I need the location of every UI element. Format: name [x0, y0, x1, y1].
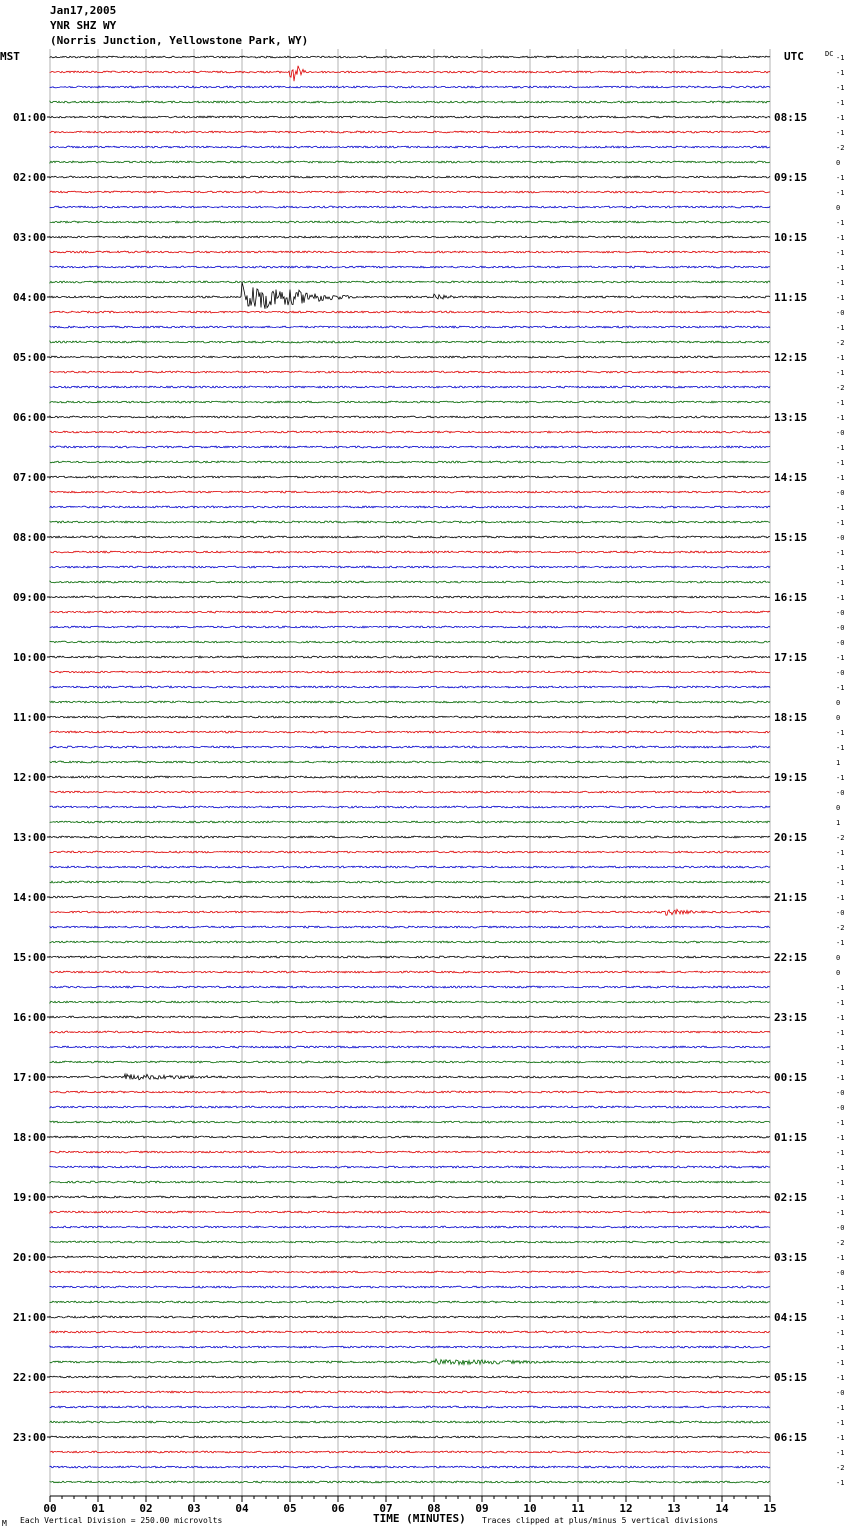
mst-hour-label: 14:00 — [13, 891, 47, 904]
dc-offset: -1 — [836, 744, 845, 752]
mst-hour-label: 09:00 — [13, 591, 47, 604]
trace-75 — [50, 1181, 770, 1183]
dc-offset: -1 — [836, 1014, 845, 1022]
dc-offset: -1 — [836, 1044, 845, 1052]
dc-offset: -0 — [836, 789, 845, 797]
dc-offset: -1 — [836, 129, 845, 137]
dc-offset: -2 — [836, 339, 845, 347]
dc-offset: -1 — [836, 519, 845, 527]
trace-65 — [50, 1031, 770, 1033]
utc-hour-label: 17:15 — [774, 651, 808, 664]
utc-hour-label: 00:15 — [774, 1071, 808, 1084]
dc-offset: -1 — [836, 1029, 845, 1037]
mst-hour-labels — [13, 111, 50, 1444]
dc-offset: -1 — [836, 174, 845, 182]
dc-offset: -1 — [836, 1344, 845, 1352]
dc-offset: -1 — [836, 684, 845, 692]
trace-30 — [50, 506, 770, 508]
trace-66 — [50, 1046, 770, 1048]
trace-64 — [50, 1016, 770, 1018]
trace-47 — [50, 761, 770, 763]
mst-hour-label: 10:00 — [13, 651, 47, 664]
dc-offset: -0 — [836, 669, 845, 677]
trace-89 — [50, 1391, 770, 1393]
trace-21 — [50, 371, 770, 373]
trace-1 — [50, 66, 770, 81]
dc-offset: -0 — [836, 534, 845, 542]
trace-58 — [50, 926, 770, 928]
trace-81 — [50, 1271, 770, 1273]
dc-offset: -1 — [836, 1299, 845, 1307]
trace-34 — [50, 566, 770, 568]
mst-hour-label: 13:00 — [13, 831, 47, 844]
dc-offset: -1 — [836, 1374, 845, 1382]
trace-52 — [50, 836, 770, 838]
utc-hour-label: 16:15 — [774, 591, 808, 604]
trace-8 — [50, 176, 770, 178]
trace-19 — [50, 341, 770, 343]
trace-49 — [50, 791, 770, 793]
trace-86 — [50, 1346, 770, 1348]
utc-hour-label: 04:15 — [774, 1311, 808, 1324]
mst-hour-label: 17:00 — [13, 1071, 47, 1084]
trace-93 — [50, 1451, 770, 1453]
trace-16 — [50, 282, 770, 309]
trace-26 — [50, 446, 770, 448]
dc-offset: -1 — [836, 579, 845, 587]
dc-offset: -1 — [836, 414, 845, 422]
mst-hour-label: 05:00 — [13, 351, 47, 364]
seismogram-traces — [50, 56, 770, 1483]
dc-offset: -1 — [836, 114, 845, 122]
dc-offset: 1 — [836, 819, 841, 827]
dc-offset: -1 — [836, 84, 845, 92]
trace-25 — [50, 431, 770, 433]
header-location: (Norris Junction, Yellowstone Park, WY) — [50, 34, 309, 47]
dc-offset: -1 — [836, 879, 845, 887]
utc-hour-label: 20:15 — [774, 831, 808, 844]
dc-offset: -2 — [836, 1239, 845, 1247]
trace-84 — [50, 1316, 770, 1318]
utc-hour-label: 06:15 — [774, 1431, 808, 1444]
dc-offset: -0 — [836, 1089, 845, 1097]
x-tick-label: 13 — [667, 1502, 681, 1515]
dc-offset: -1 — [836, 864, 845, 872]
dc-offset: 0 — [836, 714, 841, 722]
dc-offset: -1 — [836, 1419, 845, 1427]
dc-offset: -1 — [836, 219, 845, 227]
dc-offset: -1 — [836, 99, 845, 107]
dc-offset: -1 — [836, 1164, 845, 1172]
dc-offset: -1 — [836, 549, 845, 557]
mst-hour-label: 03:00 — [13, 231, 47, 244]
trace-63 — [50, 1001, 770, 1003]
trace-2 — [50, 86, 770, 88]
trace-85 — [50, 1331, 770, 1333]
dc-offset: -1 — [836, 939, 845, 947]
dc-offset: -1 — [836, 1359, 845, 1367]
trace-62 — [50, 986, 770, 988]
trace-42 — [50, 686, 770, 688]
dc-offset: -1 — [836, 1179, 845, 1187]
mst-hour-label: 02:00 — [13, 171, 47, 184]
trace-32 — [50, 536, 770, 538]
dc-offset: -0 — [836, 1389, 845, 1397]
utc-hour-label: 08:15 — [774, 111, 808, 124]
trace-48 — [50, 776, 770, 778]
trace-50 — [50, 806, 770, 808]
trace-33 — [50, 551, 770, 553]
dc-offset: -0 — [836, 1224, 845, 1232]
dc-offset: -1 — [836, 1059, 845, 1067]
x-tick-label: 15 — [763, 1502, 777, 1515]
trace-57 — [50, 909, 770, 915]
dc-offset: -1 — [836, 294, 845, 302]
trace-10 — [50, 206, 770, 208]
trace-13 — [50, 251, 770, 253]
trace-45 — [50, 731, 770, 733]
dc-offset: -1 — [836, 1449, 845, 1457]
utc-hour-label: 05:15 — [774, 1371, 808, 1384]
trace-35 — [50, 581, 770, 583]
trace-4 — [50, 116, 770, 118]
dc-offset: 1 — [836, 759, 841, 767]
dc-offset: -1 — [836, 564, 845, 572]
dc-offset: -1 — [836, 1314, 845, 1322]
dc-offset: -1 — [836, 1074, 845, 1082]
x-tick-label: 03 — [187, 1502, 201, 1515]
dc-offset: -1 — [836, 1134, 845, 1142]
trace-44 — [50, 716, 770, 718]
utc-hour-label: 02:15 — [774, 1191, 808, 1204]
trace-18 — [50, 326, 770, 328]
dc-offset: -0 — [836, 1104, 845, 1112]
trace-83 — [50, 1301, 770, 1303]
dc-offset: -0 — [836, 609, 845, 617]
dc-offset-labels — [836, 54, 844, 1487]
trace-60 — [50, 956, 770, 958]
trace-36 — [50, 596, 770, 598]
x-tick-label: 02 — [139, 1502, 153, 1515]
trace-40 — [50, 656, 770, 658]
dc-offset: -2 — [836, 924, 845, 932]
dc-offset: -1 — [836, 504, 845, 512]
dc-offset: 0 — [836, 969, 841, 977]
trace-94 — [50, 1466, 770, 1468]
dc-offset: -1 — [836, 774, 845, 782]
trace-91 — [50, 1421, 770, 1423]
mst-hour-label: 04:00 — [13, 291, 47, 304]
trace-61 — [50, 971, 770, 973]
dc-offset: -0 — [836, 624, 845, 632]
x-tick-label: 06 — [331, 1502, 345, 1515]
dc-offset: 0 — [836, 204, 841, 212]
dc-offset: -1 — [836, 729, 845, 737]
dc-offset: -1 — [836, 354, 845, 362]
dc-offset: -1 — [836, 69, 845, 77]
trace-68 — [50, 1074, 770, 1080]
dc-offset: -1 — [836, 1284, 845, 1292]
trace-76 — [50, 1196, 770, 1198]
trace-46 — [50, 746, 770, 748]
dc-offset: -1 — [836, 234, 845, 242]
dc-offset: 0 — [836, 159, 841, 167]
dc-offset: 0 — [836, 954, 841, 962]
x-tick-label: 04 — [235, 1502, 249, 1515]
mst-hour-label: 16:00 — [13, 1011, 47, 1024]
mst-hour-label: 20:00 — [13, 1251, 47, 1264]
trace-41 — [50, 671, 770, 673]
dc-offset: -1 — [836, 324, 845, 332]
trace-54 — [50, 866, 770, 868]
mst-hour-label: 11:00 — [13, 711, 47, 724]
trace-92 — [50, 1436, 770, 1438]
x-tick-label: 05 — [283, 1502, 297, 1515]
trace-82 — [50, 1286, 770, 1288]
utc-hour-label: 10:15 — [774, 231, 808, 244]
trace-59 — [50, 941, 770, 943]
trace-67 — [50, 1061, 770, 1063]
dc-offset: -1 — [836, 984, 845, 992]
trace-74 — [50, 1166, 770, 1168]
clip-note: Traces clipped at plus/minus 5 vertical divisions — [482, 1516, 719, 1525]
x-tick-label: 14 — [715, 1502, 729, 1515]
trace-90 — [50, 1406, 770, 1408]
trace-3 — [50, 101, 770, 103]
dc-offset: -1 — [836, 999, 845, 1007]
header-station: YNR SHZ WY — [50, 19, 117, 32]
dc-offset: -1 — [836, 594, 845, 602]
trace-9 — [50, 191, 770, 193]
trace-71 — [50, 1121, 770, 1123]
trace-12 — [50, 236, 770, 238]
utc-hour-label: 22:15 — [774, 951, 808, 964]
utc-hour-label: 01:15 — [774, 1131, 808, 1144]
dc-offset: -2 — [836, 1464, 845, 1472]
dc-offset: -1 — [836, 1434, 845, 1442]
utc-hour-label: 03:15 — [774, 1251, 808, 1264]
dc-offset: -2 — [836, 834, 845, 842]
dc-offset: -0 — [836, 429, 845, 437]
dc-offset: -1 — [836, 1329, 845, 1337]
trace-72 — [50, 1136, 770, 1138]
dc-offset: 0 — [836, 699, 841, 707]
dc-offset: -1 — [836, 849, 845, 857]
dc-offset: -2 — [836, 144, 845, 152]
x-tick-label: 10 — [523, 1502, 537, 1515]
trace-37 — [50, 611, 770, 613]
dc-offset: -0 — [836, 909, 845, 917]
trace-20 — [50, 356, 770, 358]
x-tick-label: 09 — [475, 1502, 489, 1515]
dc-offset: -1 — [836, 894, 845, 902]
utc-hour-label: 11:15 — [774, 291, 808, 304]
trace-0 — [50, 56, 770, 58]
trace-70 — [50, 1106, 770, 1108]
trace-79 — [50, 1241, 770, 1243]
trace-14 — [50, 266, 770, 268]
x-tick-label: 01 — [91, 1502, 105, 1515]
trace-27 — [50, 461, 770, 463]
dc-offset: -1 — [836, 399, 845, 407]
trace-23 — [50, 401, 770, 403]
mst-hour-label: 07:00 — [13, 471, 47, 484]
dc-offset: -1 — [836, 1209, 845, 1217]
utc-hour-label: 13:15 — [774, 411, 808, 424]
mst-hour-label: 12:00 — [13, 771, 47, 784]
mst-hour-label: 22:00 — [13, 1371, 47, 1384]
dc-offset: -1 — [836, 1254, 845, 1262]
trace-43 — [50, 701, 770, 703]
x-tick-label: 08 — [427, 1502, 441, 1515]
dc-offset: -1 — [836, 369, 845, 377]
trace-80 — [50, 1256, 770, 1258]
x-axis-title: TIME (MINUTES) — [373, 1512, 466, 1525]
dc-offset: 0 — [836, 804, 841, 812]
trace-55 — [50, 881, 770, 883]
utc-hour-label: 21:15 — [774, 891, 808, 904]
utc-axis-label: UTC — [784, 50, 804, 63]
dc-offset: -0 — [836, 309, 845, 317]
dc-offset: -2 — [836, 384, 845, 392]
utc-hour-label: 18:15 — [774, 711, 808, 724]
x-tick-label: 12 — [619, 1502, 633, 1515]
dc-offset: -1 — [836, 1194, 845, 1202]
trace-29 — [50, 491, 770, 493]
mst-hour-label: 19:00 — [13, 1191, 47, 1204]
trace-53 — [50, 851, 770, 853]
trace-39 — [50, 641, 770, 643]
time-grid — [50, 49, 770, 1496]
trace-17 — [50, 311, 770, 313]
trace-6 — [50, 146, 770, 148]
trace-15 — [50, 281, 770, 283]
dc-offset: -1 — [836, 54, 845, 62]
trace-95 — [50, 1481, 770, 1483]
dc-offset: -1 — [836, 279, 845, 287]
trace-22 — [50, 386, 770, 388]
utc-hour-label: 09:15 — [774, 171, 808, 184]
dc-offset: -1 — [836, 1479, 845, 1487]
utc-hour-label: 14:15 — [774, 471, 808, 484]
dc-offset: -1 — [836, 444, 845, 452]
mst-hour-label: 23:00 — [13, 1431, 47, 1444]
dc-offset: -1 — [836, 1149, 845, 1157]
trace-38 — [50, 626, 770, 628]
trace-51 — [50, 821, 770, 823]
scale-note: Each Vertical Division = 250.00 microvolts — [20, 1516, 223, 1525]
trace-5 — [50, 131, 770, 133]
corner-mark: M — [2, 1519, 7, 1528]
trace-31 — [50, 521, 770, 523]
dc-offset: -1 — [836, 474, 845, 482]
trace-87 — [50, 1359, 770, 1365]
trace-56 — [50, 896, 770, 898]
mst-axis-label: MST — [0, 50, 20, 63]
x-tick-label: 07 — [379, 1502, 393, 1515]
trace-73 — [50, 1151, 770, 1153]
trace-78 — [50, 1226, 770, 1228]
trace-88 — [50, 1376, 770, 1378]
header-date: Jan17,2005 — [50, 4, 117, 17]
trace-7 — [50, 161, 770, 163]
dc-offset: -1 — [836, 249, 845, 257]
dc-offset: -1 — [836, 1119, 845, 1127]
dc-offset: -1 — [836, 459, 845, 467]
x-tick-label: 00 — [43, 1502, 57, 1515]
mst-hour-label: 15:00 — [13, 951, 47, 964]
trace-28 — [50, 476, 770, 478]
dc-offset: -1 — [836, 1404, 845, 1412]
utc-hour-labels — [774, 111, 807, 1444]
trace-69 — [50, 1091, 770, 1093]
mst-hour-label: 01:00 — [13, 111, 47, 124]
dc-offset: -1 — [836, 264, 845, 272]
trace-11 — [50, 221, 770, 223]
mst-hour-label: 21:00 — [13, 1311, 47, 1324]
trace-77 — [50, 1211, 770, 1213]
utc-hour-label: 19:15 — [774, 771, 808, 784]
dc-offset: -1 — [836, 654, 845, 662]
utc-hour-label: 23:15 — [774, 1011, 808, 1024]
x-tick-label: 11 — [571, 1502, 585, 1515]
dc-offset: -0 — [836, 489, 845, 497]
mst-hour-label: 08:00 — [13, 531, 47, 544]
dc-offset: -0 — [836, 1269, 845, 1277]
dc-offset: -1 — [836, 189, 845, 197]
mst-hour-label: 18:00 — [13, 1131, 47, 1144]
utc-hour-label: 12:15 — [774, 351, 808, 364]
dc-offset: -0 — [836, 639, 845, 647]
trace-24 — [50, 416, 770, 418]
mst-hour-label: 06:00 — [13, 411, 47, 424]
dc-column-label: DC — [825, 50, 834, 58]
utc-hour-label: 15:15 — [774, 531, 808, 544]
